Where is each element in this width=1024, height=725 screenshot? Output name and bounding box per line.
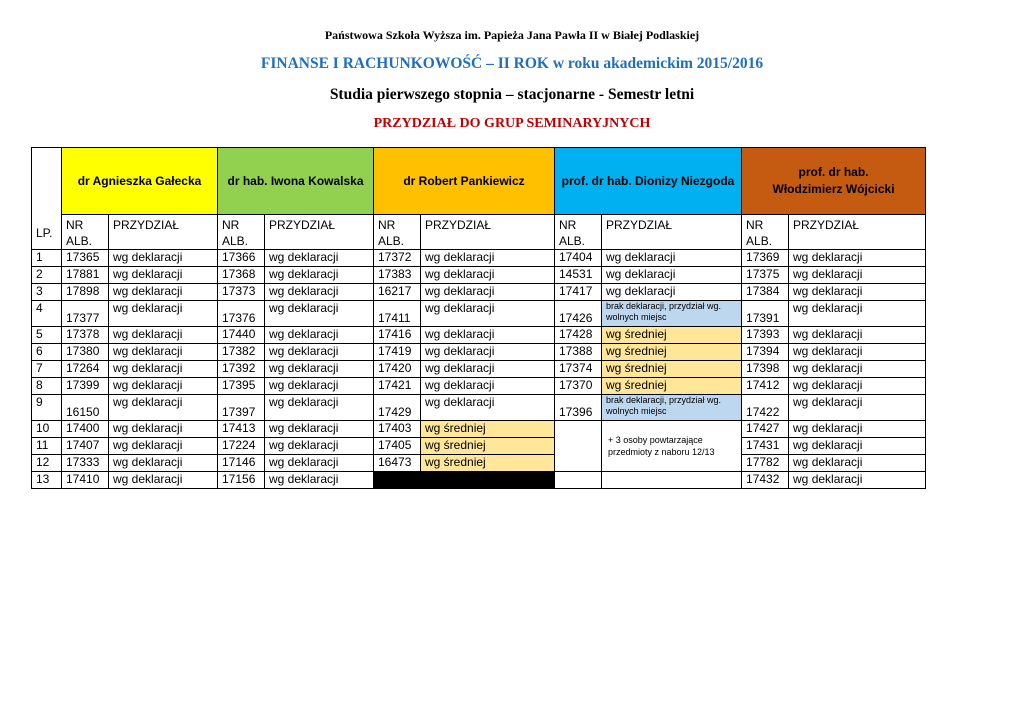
assignment-cell: wg średniej	[421, 421, 555, 438]
album-number: 17417	[555, 284, 602, 301]
album-number: 17369	[742, 250, 789, 267]
alb-label: ALB.	[66, 234, 93, 248]
album-number: 17380	[62, 344, 109, 361]
album-number: 17373	[218, 284, 265, 301]
lp-cell: 12	[32, 455, 62, 472]
alb-label: ALB.	[559, 234, 586, 248]
album-number: 17382	[218, 344, 265, 361]
lp-cell: 8	[32, 378, 62, 395]
lp-cell: 2	[32, 267, 62, 284]
album-number: 17368	[218, 267, 265, 284]
album-number: 17399	[62, 378, 109, 395]
lp-cell: 4	[32, 301, 62, 327]
study-mode-title: Studia pierwszego stopnia – stacjonarne - Semestr letni	[329, 86, 695, 103]
lp-cell: 7	[32, 361, 62, 378]
album-number: 17407	[62, 438, 109, 455]
assignment-cell: wg deklaracji	[789, 438, 926, 455]
lp-cell: 3	[32, 284, 62, 301]
assignment-cell: wg deklaracji	[421, 250, 555, 267]
supervisor-kowalska: dr hab. Iwona Kowalska	[218, 148, 374, 215]
assignment-cell: wg deklaracji	[421, 327, 555, 344]
assignment-cell: wg deklaracji	[109, 395, 218, 421]
assignment-cell: wg deklaracji	[789, 301, 926, 327]
empty-album-cell	[555, 421, 602, 472]
table-row	[32, 344, 926, 361]
assignment-cell: wg deklaracji	[789, 327, 926, 344]
album-number: 17264	[62, 361, 109, 378]
album-number: 17394	[742, 344, 789, 361]
assignment-cell: wg deklaracji	[421, 344, 555, 361]
album-number: 17420	[374, 361, 421, 378]
assignment-cell: wg deklaracji	[109, 327, 218, 344]
blacked-out-cell	[374, 472, 421, 489]
assignment-cell: wg deklaracji	[789, 421, 926, 438]
table-row	[32, 250, 926, 267]
album-number: 17404	[555, 250, 602, 267]
supervisor-header-row	[32, 148, 926, 215]
album-number: 17383	[374, 267, 421, 284]
assignment-header: PRZYDZIAŁ	[789, 215, 926, 250]
table-row	[32, 395, 926, 421]
album-number: 17440	[218, 327, 265, 344]
assignment-cell: wg deklaracji	[109, 250, 218, 267]
album-number: 17881	[62, 267, 109, 284]
album-number: 17432	[742, 472, 789, 489]
album-number: 14531	[555, 267, 602, 284]
album-number: 17416	[374, 327, 421, 344]
repeaters-note: + 3 osoby powtarzające przedmioty z naboru 12/13	[602, 421, 742, 472]
seminar-groups-table	[31, 147, 926, 489]
assignment-cell: wg deklaracji	[109, 421, 218, 438]
assignment-cell: wg deklaracji	[265, 284, 374, 301]
album-number: 17395	[218, 378, 265, 395]
assignment-cell: wg deklaracji	[109, 378, 218, 395]
empty-album-cell	[555, 472, 602, 489]
table-row	[32, 267, 926, 284]
lp-cell: 1	[32, 250, 62, 267]
album-number: 17898	[62, 284, 109, 301]
assignment-cell: wg deklaracji	[421, 267, 555, 284]
school-name: Państwowa Szkoła Wyższa im. Papieża Jana Pawła II w Białej Podlaskiej	[324, 28, 700, 42]
nr-alb-header	[218, 215, 265, 250]
assignment-cell: wg deklaracji	[265, 267, 374, 284]
album-number: 17393	[742, 327, 789, 344]
assignment-cell: wg deklaracji	[109, 301, 218, 327]
album-number: 17388	[555, 344, 602, 361]
album-number: 17427	[742, 421, 789, 438]
table-row	[32, 301, 926, 327]
supervisor-niezgoda: prof. dr hab. Dionizy Niezgoda	[555, 148, 742, 215]
album-number: 17146	[218, 455, 265, 472]
assignment-cell: wg deklaracji	[265, 344, 374, 361]
assignment-cell: wg deklaracji	[789, 250, 926, 267]
lp-cell: 10	[32, 421, 62, 438]
assignment-cell: wg deklaracji	[265, 395, 374, 421]
album-number: 17366	[218, 250, 265, 267]
assignment-cell: wg deklaracji	[789, 395, 926, 421]
album-number: 17429	[374, 395, 421, 421]
album-number: 17397	[218, 395, 265, 421]
nr-alb-header	[62, 215, 109, 250]
album-number: 17398	[742, 361, 789, 378]
album-number: 16473	[374, 455, 421, 472]
column-header-row	[32, 215, 926, 250]
program-title: FINANSE I RACHUNKOWOŚĆ – II ROK w roku akademickim 2015/2016	[260, 55, 764, 72]
assignment-cell: wg deklaracji	[789, 378, 926, 395]
album-number: 17156	[218, 472, 265, 489]
assignment-cell: wg deklaracji	[265, 421, 374, 438]
assignment-cell: wg deklaracji	[602, 284, 742, 301]
assignment-cell: wg deklaracji	[265, 438, 374, 455]
nr-label: NR	[66, 218, 84, 232]
assignment-cell: wg średniej	[602, 344, 742, 361]
assignment-cell: wg deklaracji	[602, 250, 742, 267]
assignment-cell: wg deklaracji	[109, 344, 218, 361]
album-number: 17391	[742, 301, 789, 327]
assignment-cell: wg średniej	[421, 455, 555, 472]
assignment-cell: wg deklaracji	[789, 267, 926, 284]
assignment-header: PRZYDZIAŁ	[265, 215, 374, 250]
assignment-cell: wg deklaracji	[109, 361, 218, 378]
table-row	[32, 378, 926, 395]
assignment-cell: wg deklaracji	[109, 438, 218, 455]
assignment-cell: wg średniej	[421, 438, 555, 455]
table-row	[32, 472, 926, 489]
alb-label: ALB.	[746, 234, 773, 248]
album-number: 17376	[218, 301, 265, 327]
album-number: 17426	[555, 301, 602, 327]
album-number: 17412	[742, 378, 789, 395]
table-row	[32, 421, 926, 438]
album-number: 17392	[218, 361, 265, 378]
supervisor-galecka: dr Agnieszka Gałecka	[62, 148, 218, 215]
assignment-cell: wg deklaracji	[789, 284, 926, 301]
assignment-cell: wg deklaracji	[109, 267, 218, 284]
assignment-cell: wg deklaracji	[265, 378, 374, 395]
assignment-cell: wg deklaracji	[789, 472, 926, 489]
album-number: 17384	[742, 284, 789, 301]
assignment-cell: wg deklaracji	[421, 395, 555, 421]
nr-alb-header	[742, 215, 789, 250]
table-row	[32, 284, 926, 301]
album-number: 17413	[218, 421, 265, 438]
lp-cell: 5	[32, 327, 62, 344]
assignment-cell: wg deklaracji	[265, 250, 374, 267]
album-number: 17400	[62, 421, 109, 438]
album-number: 17378	[62, 327, 109, 344]
lp-cell: 9	[32, 395, 62, 421]
blacked-out-cell	[421, 472, 555, 489]
assignment-cell: wg deklaracji	[265, 301, 374, 327]
supervisor-pankiewicz: dr Robert Pankiewicz	[374, 148, 555, 215]
album-number: 17410	[62, 472, 109, 489]
nr-alb-header	[555, 215, 602, 250]
assignment-cell: wg deklaracji	[421, 301, 555, 327]
alb-label: ALB.	[222, 234, 249, 248]
assignment-cell: wg deklaracji	[265, 327, 374, 344]
assignment-cell: wg deklaracji	[109, 284, 218, 301]
empty-assignment-cell	[602, 472, 742, 489]
supervisor-wojcicki-line2: Włodzimierz Wójcicki	[772, 182, 895, 196]
lp-header: LP.	[32, 148, 62, 250]
lp-cell: 13	[32, 472, 62, 489]
album-number: 17419	[374, 344, 421, 361]
album-number: 17374	[555, 361, 602, 378]
album-number: 17411	[374, 301, 421, 327]
album-number: 17333	[62, 455, 109, 472]
album-number: 17405	[374, 438, 421, 455]
assignment-cell: wg deklaracji	[109, 472, 218, 489]
lp-cell: 6	[32, 344, 62, 361]
table-row	[32, 455, 926, 472]
table-row	[32, 438, 926, 455]
lp-cell: 11	[32, 438, 62, 455]
album-number: 17365	[62, 250, 109, 267]
assignment-cell: wg deklaracji	[602, 267, 742, 284]
supervisor-wojcicki	[742, 148, 926, 215]
assignment-header: PRZYDZIAŁ	[602, 215, 742, 250]
nr-label: NR	[746, 218, 764, 232]
album-number: 17377	[62, 301, 109, 327]
assignment-cell: wg deklaracji	[265, 361, 374, 378]
album-number: 17375	[742, 267, 789, 284]
assignment-cell: wg deklaracji	[789, 344, 926, 361]
album-number: 17422	[742, 395, 789, 421]
assignment-cell: wg deklaracji	[789, 361, 926, 378]
nr-label: NR	[378, 218, 396, 232]
assignment-cell: wg deklaracji	[421, 361, 555, 378]
alb-label: ALB.	[378, 234, 405, 248]
album-number: 17224	[218, 438, 265, 455]
assignment-cell: wg deklaracji	[421, 378, 555, 395]
supervisor-wojcicki-line1: prof. dr hab.	[798, 165, 869, 179]
album-number: 17428	[555, 327, 602, 344]
assignment-cell: wg średniej	[602, 361, 742, 378]
album-number: 17421	[374, 378, 421, 395]
album-number: 17403	[374, 421, 421, 438]
album-number: 16217	[374, 284, 421, 301]
table-row	[32, 327, 926, 344]
assignment-cell: brak deklaracji, przydział wg. wolnych miejsc	[602, 395, 742, 421]
album-number: 16150	[62, 395, 109, 421]
album-number: 17370	[555, 378, 602, 395]
assignment-cell: wg deklaracji	[265, 455, 374, 472]
assignment-cell: brak deklaracji, przydział wg. wolnych miejsc	[602, 301, 742, 327]
album-number: 17431	[742, 438, 789, 455]
nr-label: NR	[559, 218, 577, 232]
assignment-header: PRZYDZIAŁ	[109, 215, 218, 250]
table-row	[32, 361, 926, 378]
assignment-cell: wg deklaracji	[265, 472, 374, 489]
assignment-cell: wg średniej	[602, 378, 742, 395]
album-number: 17396	[555, 395, 602, 421]
assignment-cell: wg deklaracji	[109, 455, 218, 472]
album-number: 17782	[742, 455, 789, 472]
assignment-cell: wg deklaracji	[421, 284, 555, 301]
assignment-header: PRZYDZIAŁ	[421, 215, 555, 250]
assignment-cell: wg średniej	[602, 327, 742, 344]
nr-alb-header	[374, 215, 421, 250]
nr-label: NR	[222, 218, 240, 232]
album-number: 17372	[374, 250, 421, 267]
assignment-title: PRZYDZIAŁ DO GRUP SEMINARYJNYCH	[373, 116, 651, 131]
assignment-cell: wg deklaracji	[789, 455, 926, 472]
